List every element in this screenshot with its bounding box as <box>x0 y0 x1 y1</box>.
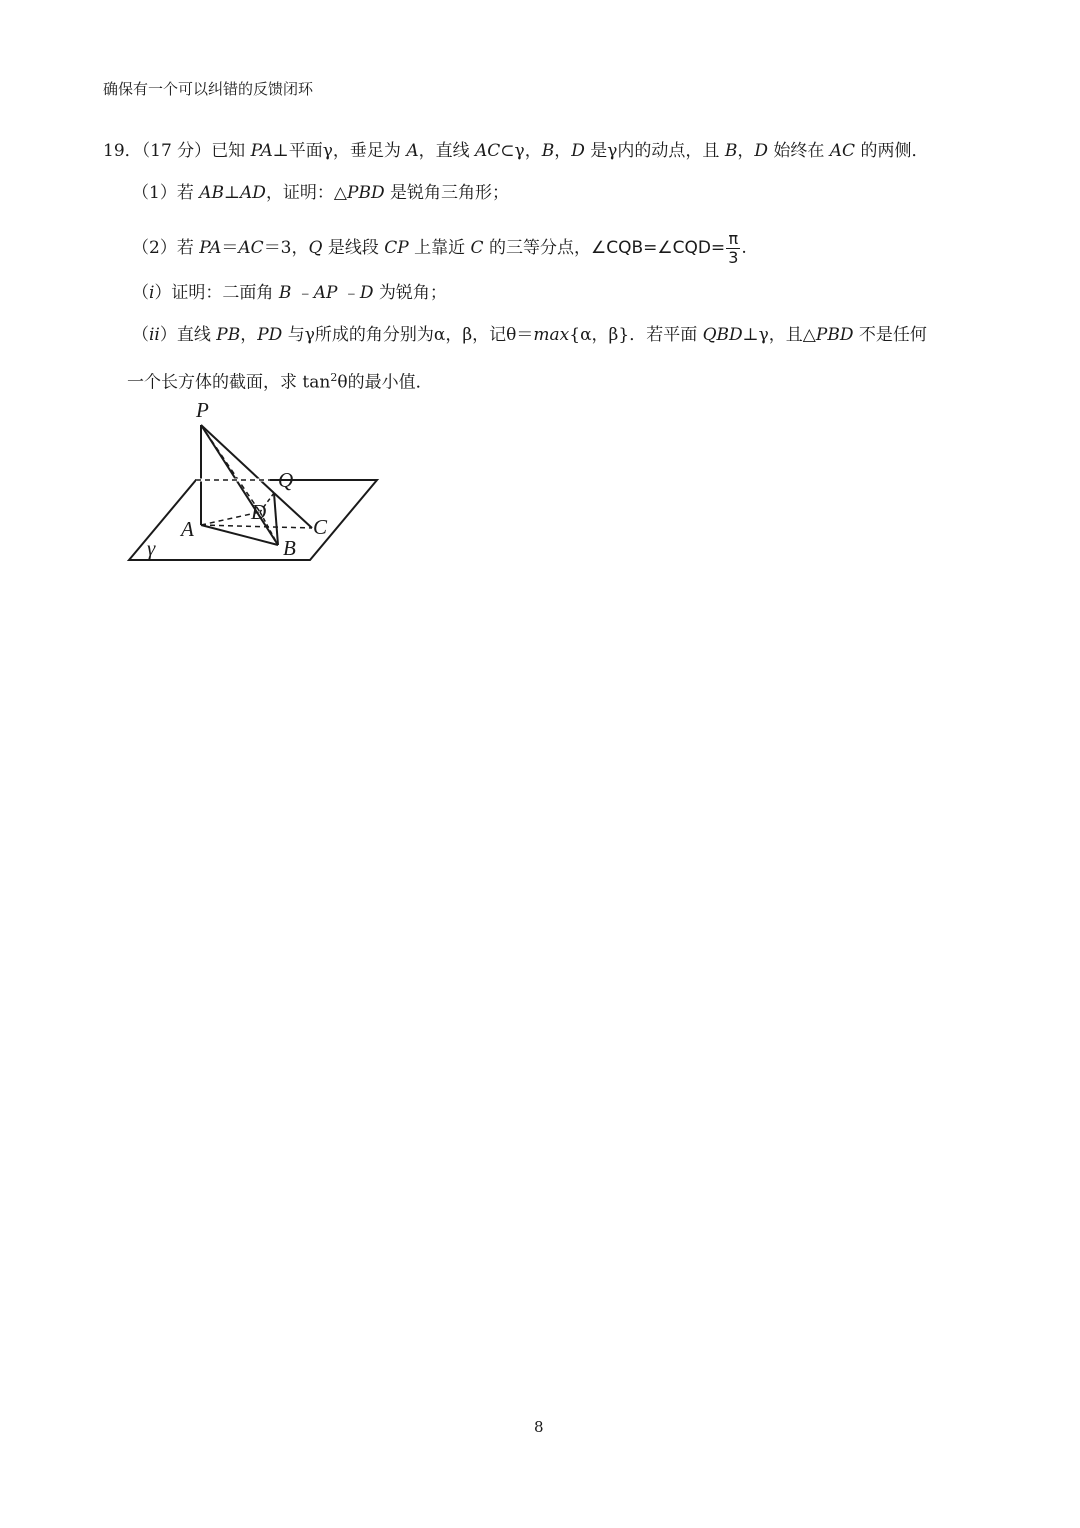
geometry-figure <box>120 395 390 570</box>
page-number: 8 <box>534 1418 544 1436</box>
label-gamma: γ <box>147 536 156 560</box>
question-score: （17 分） <box>141 141 212 161</box>
edge-QC <box>274 493 312 528</box>
label-D: D <box>251 500 267 524</box>
part-ii: （ii）直线 PB，PD 与γ所成的角分别为α，β，记θ＝max{α，β}．若平面 QBD⊥γ，且△PBD 不是任何 <box>132 325 927 345</box>
edge-QB <box>274 493 278 545</box>
part-i: （i）证明：二面角 B ﹣AP ﹣D 为锐角； <box>132 283 447 303</box>
edge-AC <box>201 525 312 528</box>
label-Q: Q <box>278 468 294 492</box>
label-B: B <box>283 536 296 560</box>
label-P: P <box>196 398 209 422</box>
page-header: 确保有一个可以纠错的反馈闭环 <box>103 80 314 98</box>
part-1: （1）若 AB⊥AD，证明：△PBD 是锐角三角形； <box>132 183 509 203</box>
question-stem: 19．（17 分）已知 PA⊥平面γ，垂足为 A，直线 AC⊂γ，B，D 是γ内的动点，且 B，D 始终在 AC 的两侧． <box>103 141 929 161</box>
question-number: 19． <box>103 141 142 161</box>
label-C: C <box>313 515 328 539</box>
part-2: （2）若 PA＝AC＝3，Q 是线段 CP 上靠近 C 的三等分点，∠CQB=∠CQD= $\frac{\pi}{3}$ . <box>132 229 747 267</box>
angle-expression: ∠CQB=∠CQD= <box>590 238 726 258</box>
label-A: A <box>181 517 194 541</box>
pi-over-3-fraction: $\frac{\pi}{3}$ <box>728 229 739 267</box>
part-ii-continued: 一个长方体的截面，求 $\tan^2\theta$的最小值． <box>127 371 433 393</box>
